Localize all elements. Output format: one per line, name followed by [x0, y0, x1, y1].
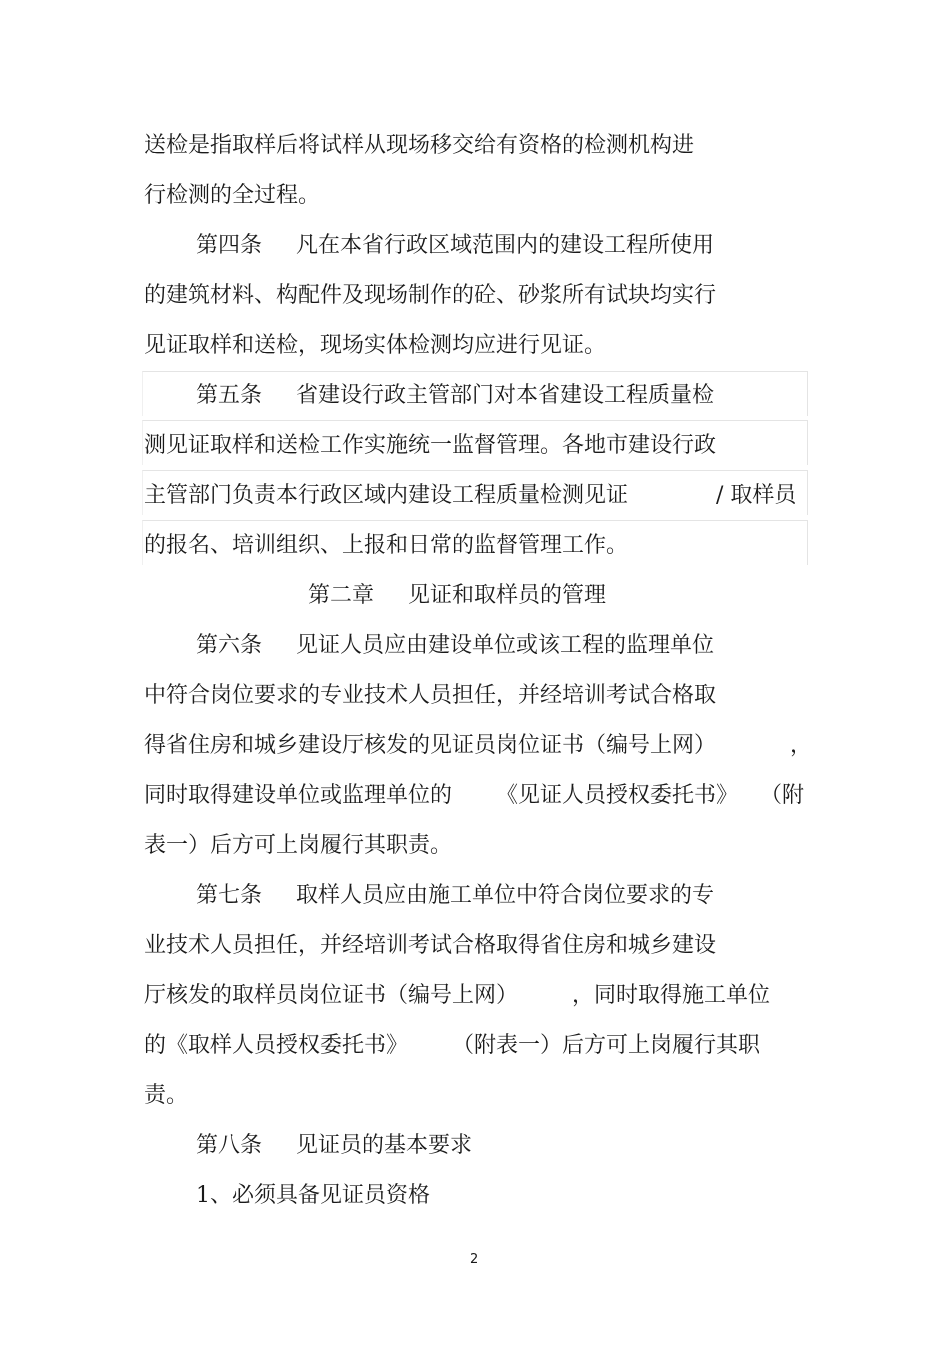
text-line: 行检测的全过程。	[144, 183, 321, 208]
chapter-number: 第二章	[308, 583, 375, 608]
text-fragment: 《见证人员授权委托书》	[496, 783, 739, 808]
article-7-first-line	[196, 881, 714, 911]
text-line: 测见证取样和送检工作实施统一监督管理。各地市建设行政	[144, 433, 717, 458]
text-line: 表一）后方可上岗履行其职责。	[144, 833, 453, 858]
article-8-first-line	[196, 1131, 472, 1161]
text-line: 责。	[144, 1083, 189, 1108]
article-4-first-line	[196, 231, 714, 261]
page-number: 2	[470, 1252, 479, 1267]
text-line: 业技术人员担任，并经培训考试合格取得省住房和城乡建设	[144, 933, 717, 958]
article-number: 第七条	[196, 883, 263, 908]
text-fragment: ，	[790, 733, 813, 758]
article-number: 第六条	[196, 633, 263, 658]
article-number: 第五条	[196, 383, 263, 408]
article-6-first-line	[196, 631, 714, 661]
text-line: 得省住房和城乡建设厅核发的见证员岗位证书（编号上网）	[144, 733, 717, 758]
text-line: 厅核发的取样员岗位证书（编号上网）	[144, 983, 519, 1008]
text-line: 的报名、培训组织、上报和日常的监督管理工作。	[144, 533, 629, 558]
text-line: 主管部门负责本行政区域内建设工程质量检测见证	[144, 483, 629, 508]
text-line: 见证取样和送检，现场实体检测均应进行见证。	[144, 333, 607, 358]
text-line: 取样人员应由施工单位中符合岗位要求的专	[296, 883, 715, 908]
text-line: 的建筑材料、构配件及现场制作的砼、砂浆所有试块均实行	[144, 283, 717, 308]
text-line: 凡在本省行政区域范围内的建设工程所使用	[296, 233, 715, 258]
text-line: 见证人员应由建设单位或该工程的监理单位	[296, 633, 715, 658]
text-line: 同时取得建设单位或监理单位的	[144, 783, 453, 808]
text-line: 中符合岗位要求的专业技术人员担任，并经培训考试合格取	[144, 683, 717, 708]
text-fragment: / 取样员	[716, 483, 797, 508]
text-fragment: ，同时取得施工单位	[572, 983, 771, 1008]
text-line: 省建设行政主管部门对本省建设工程质量检	[296, 383, 715, 408]
chapter-heading	[308, 581, 606, 611]
text-line: 见证员的基本要求	[296, 1133, 473, 1158]
text-line: 送检是指取样后将试样从现场移交给有资格的检测机构进	[144, 133, 695, 158]
article-number: 第四条	[196, 233, 263, 258]
text-line: 的《取样人员授权委托书》	[144, 1033, 409, 1058]
text-fragment: （附	[760, 783, 805, 808]
list-item: 1、必须具备见证员资格	[196, 1183, 430, 1208]
text-fragment: （附表一）后方可上岗履行其职	[452, 1033, 761, 1058]
article-number: 第八条	[196, 1133, 263, 1158]
chapter-title: 见证和取样员的管理	[408, 583, 607, 608]
article-5-first-line	[196, 381, 714, 411]
